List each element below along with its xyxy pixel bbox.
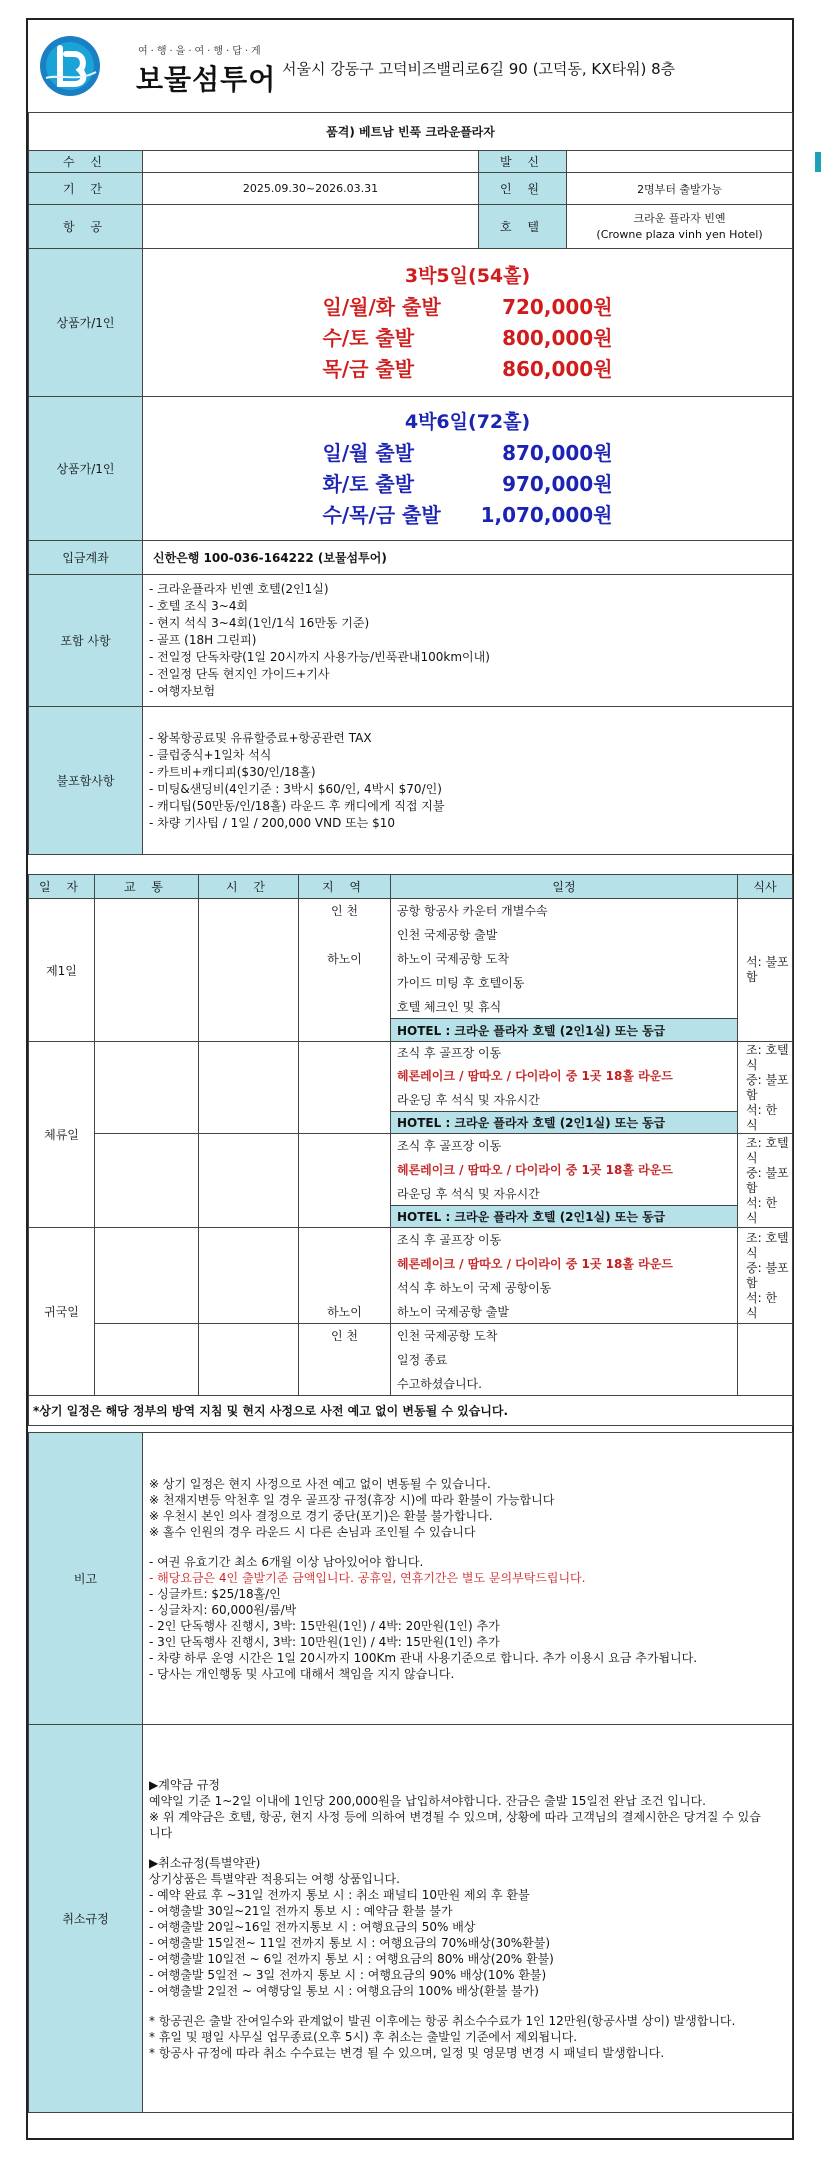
list-item: - 크라운플라자 빈옌 호텔(2인1실) [149, 582, 329, 596]
schedule-item: 인천 국제공항 도착 [391, 1324, 738, 1348]
remark-item: ※ 상기 일정은 현지 사정으로 사전 예고 없이 변동될 수 있습니다. [149, 1476, 491, 1491]
remark-item: - 2인 단독행사 진행시, 3박: 15만원(1인) / 4박: 20만원(1인) 추가 [149, 1618, 500, 1633]
price-line: 화/토 출발 970,000원 [322, 471, 613, 496]
area-cell [299, 1276, 391, 1300]
price-line: 수/목/금 출발 1,070,000원 [322, 502, 613, 527]
remark-item: - 여권 유효기간 최소 6개월 이상 남아있어야 합니다. [149, 1554, 424, 1569]
price-line: 일/월/화 출발 720,000원 [322, 294, 613, 319]
price-line: 수/토 출발 800,000원 [322, 325, 613, 350]
transport-cell [95, 1228, 199, 1324]
remark-item: - 3인 단독행사 진행시, 3박: 10만원(1인) / 4박: 15만원(1인) 추가 [149, 1634, 500, 1649]
area-cell [299, 1042, 391, 1134]
meal-cell: 조: 호텔식 중: 불포함 석: 한 식 [738, 1042, 793, 1134]
sender-label: 발 신 [479, 151, 567, 173]
time-cell [199, 1042, 299, 1134]
period-label: 기 간 [29, 173, 143, 205]
list-item: - 카트비+캐디피($30/인/18홀) [149, 764, 316, 779]
period-value: 2025.09.30~2026.03.31 [143, 173, 479, 205]
list-item: - 왕복항공료및 유류할증료+항공관련 TAX [149, 730, 372, 745]
price-box-3n5d [143, 249, 793, 397]
remark-item: - 차량 하루 운영 시간은 1일 20시까지 100Km 관내 사용기준으로 합니다. 추가 이용시 요금 추가됩니다. [149, 1650, 698, 1665]
list-item: - 미팅&샌딩비(4인기준 : 3박시 $60/인, 4박시 $70/인) [149, 781, 442, 796]
time-cell [199, 899, 299, 1042]
price-heading: 3박5일(54홀) [404, 264, 531, 287]
meal-cell [738, 1324, 793, 1396]
included-list [143, 575, 793, 707]
excluded-list [143, 707, 793, 855]
contract-line: 예약일 기준 1~2일 이내에 1인당 200,000원을 납입하셔야합니다. 잔금은 출발 15일전 완납 조건 입니다. [149, 1793, 706, 1808]
hotel-value [567, 205, 793, 249]
schedule-item: 조식 후 골프장 이동 [391, 1228, 738, 1252]
schedule-item: 라운딩 후 석식 및 자유시간 [391, 1182, 738, 1206]
itinerary-notice: *상기 일정은 해당 정부의 방역 지침 및 현지 사정으로 사전 예고 없이 변동될 수 있습니다. [29, 1396, 793, 1426]
cancel-title: ▶취소규정(특별약관) [149, 1855, 261, 1870]
day-label: 체류일 [29, 1042, 95, 1228]
info-table [28, 112, 793, 855]
remarks-content [143, 1433, 793, 1725]
cancel-line: 상기상품은 특별약관 적용되는 여행 상품입니다. [149, 1871, 400, 1886]
day-label: 제1일 [29, 899, 95, 1042]
remark-item: - 싱글카트: $25/18홀/인 [149, 1586, 281, 1601]
area-cell [299, 995, 391, 1019]
remark-item: ※ 홀수 인원의 경우 라운드 시 다른 손님과 조인될 수 있습니다 [149, 1524, 476, 1539]
area-cell: 하노이 [299, 1300, 391, 1324]
cancel-line: - 예약 완료 후 ~31일 전까지 통보 시 : 취소 패널티 10만원 제외 후 환불 [149, 1887, 530, 1902]
area-cell: 하노이 [299, 947, 391, 971]
transport-cell [95, 1134, 199, 1228]
price-label-1: 상품가/1인 [29, 249, 143, 397]
remark-item: ※ 우천시 본인 의사 결정으로 경기 중단(포기)은 환불 불가합니다. [149, 1508, 493, 1523]
recipient-value [143, 151, 479, 173]
col-meal: 식사 [738, 875, 793, 899]
list-item: - 전일정 단독 현지인 가이드+기사 [149, 667, 330, 681]
persons-label: 인 원 [479, 173, 567, 205]
area-cell [299, 971, 391, 995]
meal-cell: 석: 불포함 [738, 899, 793, 1042]
schedule-item: 석식 후 하노이 국제 공항이동 [391, 1276, 738, 1300]
remark-item-highlight: - 해당요금은 4인 출발기준 금액입니다. 공휴일, 연휴기간은 별도 문의부탁드립니다. [149, 1570, 586, 1585]
schedule-item: 조식 후 골프장 이동 [391, 1042, 738, 1064]
remark-item: - 싱글차지: 60,000원/룸/박 [149, 1602, 297, 1617]
contract-line: ※ 위 계약금은 호텔, 항공, 현지 사정 등에 의하여 변경될 수 있으며, 상황에 따라 고객님의 결제시한은 당겨질 수 있습 [149, 1809, 761, 1824]
remarks-label: 비고 [29, 1433, 143, 1725]
schedule-item: 라운딩 후 석식 및 자유시간 [391, 1088, 738, 1112]
meal-cell: 조: 호텔식 중: 불포함 석: 한 식 [738, 1228, 793, 1324]
schedule-item: 하노이 국제공항 도착 [391, 947, 738, 971]
price-line: 목/금 출발 860,000원 [322, 356, 613, 381]
area-cell [299, 1228, 391, 1252]
schedule-item: 인천 국제공항 출발 [391, 923, 738, 947]
cancel-line: - 여행출발 15일전~ 11일 전까지 통보 시 : 여행요금의 70%배상(30%환불) [149, 1935, 551, 1950]
contract-line: 니다 [149, 1825, 173, 1840]
sender-value [567, 151, 793, 173]
cancel-line: - 여행출발 10일전 ~ 6일 전까지 통보 시 : 여행요금의 80% 배상(20% 환불) [149, 1951, 554, 1966]
schedule-item: 하노이 국제공항 출발 [391, 1300, 738, 1324]
time-cell [199, 1228, 299, 1324]
account-label: 입금계좌 [29, 541, 143, 575]
recipient-label: 수 신 [29, 151, 143, 173]
schedule-item: 일정 종료 [391, 1348, 738, 1372]
account-value: 신한은행 100-036-164222 (보물섬투어) [143, 541, 793, 575]
area-cell [299, 923, 391, 947]
transport-cell [95, 1324, 199, 1396]
hotel-row: HOTEL : 크라운 플라자 호텔 (2인1실) 또는 동급 [391, 1112, 738, 1134]
golf-round-item: 헤론레이크 / 땀따오 / 다이라이 중 1곳 18홀 라운드 [391, 1064, 738, 1088]
company-address: 서울시 강동구 고덕비즈밸리로6길 90 (고덕동, KX타워) 8층 [282, 60, 676, 78]
brand-name: 보물섬투어 [136, 63, 277, 96]
included-label: 포함 사항 [29, 575, 143, 707]
airline-value [143, 205, 479, 249]
hotel-name-en: (Crowne plaza vinh yen Hotel) [596, 227, 763, 241]
transport-cell [95, 1042, 199, 1134]
cancel-extra-line: * 항공권은 출발 잔여일수와 관계없이 발권 이후에는 항공 취소수수료가 1인 12만원(항공사별 상이) 발생합니다. [149, 2013, 736, 2028]
meal-cell: 조: 호텔식 중: 불포함 석: 한 식 [738, 1134, 793, 1228]
cancel-line: - 여행출발 30일~21일 전까지 통보 시 : 예약금 환불 불가 [149, 1903, 453, 1918]
area-cell: 인 천 [299, 1324, 391, 1348]
schedule-item: 수고하셨습니다. [391, 1372, 738, 1396]
contract-title: ▶계약금 규정 [149, 1777, 221, 1792]
cancel-content [143, 1725, 793, 2113]
schedule-item: 조식 후 골프장 이동 [391, 1134, 738, 1158]
golf-round-item: 헤론레이크 / 땀따오 / 다이라이 중 1곳 18홀 라운드 [391, 1158, 738, 1182]
remark-item: - 당사는 개인행동 및 사고에 대해서 책임을 지지 않습니다. [149, 1666, 455, 1681]
schedule-item: 가이드 미팅 후 호텔이동 [391, 971, 738, 995]
area-cell [299, 1348, 391, 1372]
hotel-row: HOTEL : 크라운 플라자 호텔 (2인1실) 또는 동급 [391, 1206, 738, 1228]
product-title: 품격) 베트남 빈푹 크라운플라자 [29, 113, 793, 151]
cancel-extra-line: * 항공사 규정에 따라 취소 수수료는 변경 될 수 있으며, 일정 및 영문명 변경 시 패널티 발생합니다. [149, 2045, 665, 2060]
area-cell: 인 천 [299, 899, 391, 923]
price-label-2: 상품가/1인 [29, 397, 143, 541]
transport-cell [95, 899, 199, 1042]
day-label: 귀국일 [29, 1228, 95, 1396]
brand-tagline: 여·행·을·여·행·답·게 [138, 46, 264, 57]
hotel-row: HOTEL : 크라운 플라자 호텔 (2인1실) 또는 동급 [391, 1019, 738, 1042]
col-time: 시 간 [199, 875, 299, 899]
price-box-4n6d [143, 397, 793, 541]
area-cell [299, 1252, 391, 1276]
col-area: 지 역 [299, 875, 391, 899]
remarks-table [28, 1432, 793, 2113]
list-item: - 호텔 조식 3~4회 [149, 599, 249, 613]
cancel-line: - 여행출발 2일전 ~ 여행당일 통보 시 : 여행요금의 100% 배상(환불 불가) [149, 1983, 539, 1998]
schedule-item: 공항 항공사 카운터 개별수속 [391, 899, 738, 923]
hotel-label: 호 텔 [479, 205, 567, 249]
itinerary-table [28, 874, 793, 1426]
persons-value: 2명부터 출발가능 [567, 173, 793, 205]
list-item: - 차량 기사팁 / 1일 / 200,000 VND 또는 $10 [149, 815, 396, 830]
area-cell [299, 1372, 391, 1396]
side-marker [815, 152, 821, 172]
brand-logo-icon [38, 34, 102, 98]
hotel-name-kr: 크라운 플라자 빈옌 [633, 211, 726, 225]
area-cell [299, 1134, 391, 1228]
price-heading: 4박6일(72홀) [404, 410, 531, 433]
cancel-line: - 여행출발 5일전 ~ 3일 전까지 통보 시 : 여행요금의 90% 배상(10% 환불) [149, 1967, 547, 1982]
list-item: - 캐디팁(50만동/인/18홀) 라운드 후 캐디에게 직접 지불 [149, 798, 445, 813]
time-cell [199, 1134, 299, 1228]
excluded-label: 불포함사항 [29, 707, 143, 855]
list-item: - 현지 석식 3~4회(1인/1식 16만동 기준) [149, 616, 370, 630]
header [26, 18, 794, 110]
cancel-line: - 여행출발 20일~16일 전까지통보 시 : 여행요금의 50% 배상 [149, 1919, 476, 1934]
schedule-item: 호텔 체크인 및 휴식 [391, 995, 738, 1019]
list-item: - 여행자보험 [149, 684, 216, 698]
list-item: - 골프 (18H 그린피) [149, 633, 257, 647]
remark-item: ※ 천재지변등 악천후 일 경우 골프장 규정(휴장 시)에 따라 환불이 가능합니다 [149, 1492, 555, 1507]
airline-label: 항 공 [29, 205, 143, 249]
price-line: 일/월 출발 870,000원 [322, 440, 613, 465]
list-item: - 전일정 단독차량(1일 20시까지 사용가능/빈푹관내100km이내) [149, 650, 490, 664]
cancel-label: 취소규정 [29, 1725, 143, 2113]
cancel-extra-line: * 휴일 및 평일 사무실 업무종료(오후 5시) 후 취소는 출발일 기준에서 제외됩니다. [149, 2029, 578, 2044]
col-day: 일 자 [29, 875, 95, 899]
col-schedule: 일정 [391, 875, 738, 899]
time-cell [199, 1324, 299, 1396]
area-cell [299, 1019, 391, 1042]
col-transport: 교 통 [95, 875, 199, 899]
list-item: - 클럽중식+1일차 석식 [149, 747, 272, 762]
golf-round-item: 헤론레이크 / 땀따오 / 다이라이 중 1곳 18홀 라운드 [391, 1252, 738, 1276]
